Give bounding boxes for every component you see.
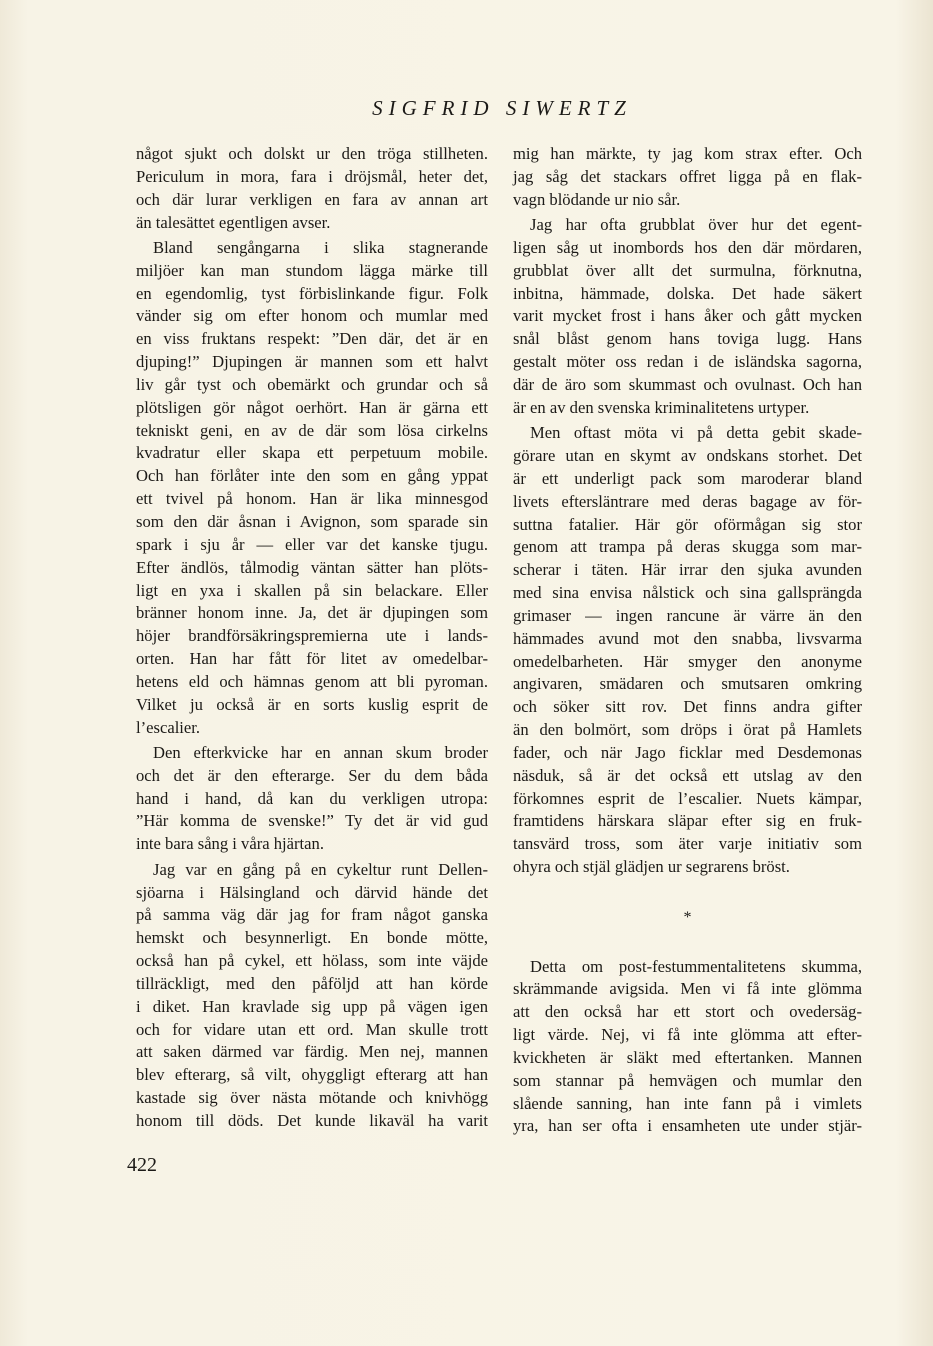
text-line: slående sanning, han inte fann på i vimlets [513, 1093, 862, 1113]
paragraph [136, 143, 488, 234]
text-line: orten. Han har fått för litet av omedelbar- [136, 649, 488, 669]
text-line: skrämmande avigsida. Men vi få inte glömma [513, 979, 862, 999]
text-line: jag såg det stackars offret ligga på en flak- [513, 166, 862, 186]
text-line: inte bara sång i våra hjärtan. [136, 834, 324, 854]
text-line: och for vidare utan ett ord. Man skulle trott [136, 1019, 488, 1039]
text-line: och söker sitt rov. Det finns andra gifter [513, 697, 862, 717]
text-line: inbitna, hämmade, dolska. Det hade säkert [513, 283, 862, 303]
text-line: Vilket ju också är en sorts kuslig esprit de [136, 694, 488, 714]
left-column [136, 143, 488, 1133]
text-line: snål blåst genom hans toviga lugg. Hans [513, 329, 862, 349]
text-line: kvickheten är släkt med eftertanken. Mannen [513, 1047, 862, 1067]
paragraph [513, 956, 862, 1139]
text-line: plötsligen gör något oerhört. Han är gärna ett [136, 397, 488, 417]
text-line: Jag har ofta grubblat över hur det egent- [530, 215, 862, 235]
section-separator: * [683, 909, 692, 926]
text-line: förkomnes esprit de l’escalier. Nuets kämpar, [513, 788, 862, 808]
text-line: djuping!” Djupingen är mannen som ett halvt [136, 352, 488, 372]
text-line: en egendomlig, tyst förbislinkande figur. Folk [136, 283, 488, 303]
text-line: i diket. Han kravlade sig upp på vägen igen [136, 996, 488, 1016]
paragraph [136, 859, 488, 1133]
text-line: Men oftast möta vi på detta gebit skade- [530, 423, 862, 443]
text-line: görare utan en skymt av ondskans storhet. Det [513, 445, 862, 465]
text-line: angivaren, smädaren och smutsaren omkring [513, 674, 862, 694]
text-line: och där lurar verkligen en fara av annan art [136, 189, 488, 209]
text-line: fader, och när Jago ficklar med Desdemonas [513, 742, 862, 762]
text-line: ohyra och stjäl glädjen ur segrarens bröst. [513, 857, 790, 877]
right-column [513, 143, 862, 1138]
text-line: kastade sig över nästa mötande och knivhögg [136, 1088, 488, 1108]
text-line: spark i sju år — eller var det kanske tjugu. [136, 534, 488, 554]
text-line: hemskt och besynnerligt. En bonde mötte, [136, 928, 488, 948]
text-line: som den där åsnan i Avignon, som sparade sin [136, 512, 488, 531]
text-line: en viss fruktans respekt: ”Den där, det är en [136, 329, 488, 349]
text-line: ett tvivel på honom. Han är lika minnesgod [136, 489, 488, 509]
text-line: också han på cykel, ett hölass, som inte väjde [136, 951, 488, 971]
text-line: kvadratur eller skapa ett perpetuum mobile. [136, 443, 488, 463]
paragraph [513, 422, 862, 879]
text-line: än den bolmört, som dröps i örat på Hamlets [513, 720, 862, 740]
text-line: honom till döds. Det kunde likaväl ha varit [136, 1110, 488, 1130]
text-line: omedelbarheten. Här smyger den anonyme [513, 651, 862, 671]
text-line: sjöarna i Hälsingland och därvid hände det [136, 882, 488, 902]
text-line: genom att trampa på deras skugga som mar- [513, 537, 862, 557]
text-line: miljöer kan man stundom lägga märke till [136, 260, 488, 280]
text-line: tillräckligt, med den påföljd att han körde [136, 973, 488, 993]
text-line: Jag var en gång på en cykeltur runt Dellen- [153, 859, 488, 879]
text-line: hand i hand, då kan du verkligen utropa: [136, 788, 488, 808]
text-line: Och han förlåter inte den som en gång yppat [136, 466, 488, 486]
text-line: hämmades avund mot den snabba, livsvarma [513, 628, 862, 648]
text-line: näsduk, så är det också ett utslag av den [513, 765, 862, 785]
text-line: vänder sig om efter honom och mumlar med [136, 306, 488, 326]
text-line: livets eftersläntrare med deras bagage av för- [513, 491, 862, 511]
paragraph [513, 214, 862, 420]
text-line: Den efterkvicke har en annan skum broder [153, 742, 488, 762]
text-line: att den också har ett stort och ovedersäg- [513, 1002, 862, 1022]
text-line: ligen såg ut inombords hos den där mördaren, [513, 237, 862, 257]
text-line: som stannar på hemvägen och mumlar den [513, 1070, 862, 1090]
paragraph [513, 143, 862, 212]
text-line: ”Här komma de svenske!” Ty det är vid gud [136, 811, 488, 831]
text-line: tansvärd tross, som äter varje initiativ som [513, 834, 862, 854]
text-line: ligt värde. Nej, vi få inte glömma att efter- [513, 1025, 862, 1045]
text-line: med sina envisa nålstick och sina gallsprängda [513, 583, 862, 603]
text-line: tekniskt geni, en av de där som lösa cirkelns [136, 420, 488, 440]
running-head: SIGFRID SIWERTZ [372, 96, 632, 120]
text-line: är ett underligt pack som maroderar bland [513, 468, 862, 488]
text-line: framtidens härskara släpar efter sig en fruk- [513, 811, 862, 831]
text-line: liv går tyst och obemärkt och grundar och så [136, 374, 488, 394]
text-line: än talesättet egentligen avser. [136, 212, 331, 232]
text-line: gestalt möter oss redan i de isländska sagorna, [513, 352, 862, 372]
text-line: är en av den svenska kriminalitetens urtyper. [513, 397, 810, 417]
text-line: och det är den efterarge. Ser du dem båda [136, 765, 488, 785]
text-line: Detta om post-festummentalitetens skumma, [530, 956, 862, 976]
text-line: mig han märkte, ty jag kom strax efter. Och [513, 144, 862, 163]
text-line: Periculum in mora, fara i dröjsmål, heter det, [136, 166, 488, 186]
text-line: där de äro som skummast och ovulnast. Och han [513, 374, 862, 394]
text-line: scherar i täten. Här irrar den sjuka avunden [513, 560, 862, 580]
text-line: något sjukt och dolskt ur den tröga stillheten. [136, 144, 488, 163]
text-line: Bland sengångarna i slika stagnerande [153, 237, 488, 257]
page-number: 422 [127, 1154, 157, 1176]
text-line: vagn blödande ur nio sår. [513, 189, 681, 209]
text-line: suttna fatalier. Här gör oförmågan sig stor [513, 514, 862, 534]
text-line: Efter ändlös, tålmodig väntan sätter han plöts- [136, 557, 488, 577]
paragraph [136, 742, 488, 856]
text-line: på samma väg där jag for fram något ganska [136, 905, 488, 925]
text-line: yra, han ser ofta i ensamheten ute under stjär- [513, 1116, 862, 1136]
paragraph [136, 237, 488, 740]
text-line: l’escalier. [136, 717, 201, 737]
text-line: höjer brandförsäkringspremierna ute i lands- [136, 626, 488, 646]
text-line: grimaser — ingen rancune är värre än den [513, 605, 862, 625]
text-line: blev efterarg, så vilt, ohyggligt efterarg att han [136, 1065, 488, 1085]
text-line: bränner honom inne. Ja, det är djupingen som [136, 603, 488, 623]
text-line: att saken därmed var färdig. Men nej, mannen [136, 1042, 488, 1062]
text-line: grubblat över allt det surmulna, förknutna, [513, 260, 862, 280]
text-line: ligt en yxa i skallen på sin belackare. Eller [136, 580, 488, 600]
text-line: hetens eld och hämnas genom att bli pyroman. [136, 671, 488, 691]
text-line: varit mycket frost i hans åker och gått mycken [513, 306, 862, 326]
